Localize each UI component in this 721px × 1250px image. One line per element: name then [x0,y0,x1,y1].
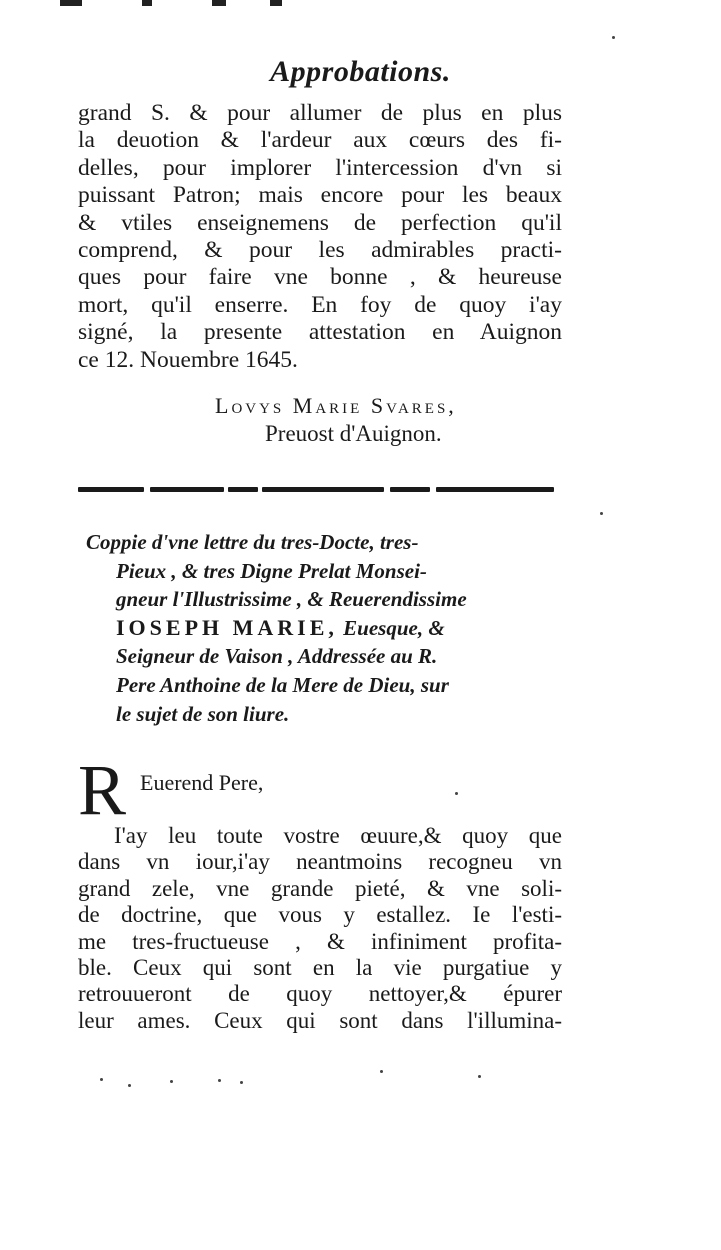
salutation-text: Euerend Pere, [140,770,264,795]
text-line: signé, la presente attestation en Auignon [78,319,562,346]
signature-block [215,392,457,448]
letter-title [86,528,562,728]
text-line: la deuotion & l'ardeur aux cœurs des fi- [78,127,562,154]
top-edge-marks [60,0,300,8]
text-line: dans vn iour,i'ay neantmoins recogneu vn [78,849,562,875]
text-line: I'ay leu toute vostre œuure,& quoy que [114,823,562,848]
drop-cap: R [78,750,127,830]
letter-body [78,823,562,1034]
text-line: grand zele, vne grande pieté, & vne soli- [78,875,562,901]
title-line: Pieux , & tres Digne Prelat Monsei- [116,558,427,583]
text-line: retrouueront de quoy nettoyer,& épurer [78,981,562,1007]
text-line: ques pour faire vne bonne , & heureuse [78,264,562,291]
text-line: & vtiles enseignemens de perfection qu'il [78,209,562,236]
title-line: Pere Anthoine de la Mere de Dieu, sur [116,672,449,697]
title-line [86,614,562,643]
signature-office: Preuost d'Auignon. [265,421,442,446]
title-line: gneur l'Illustrissime , & Reuerendissime [116,587,467,612]
text-line: grand S. & pour allumer de plus en plus [78,100,562,126]
text-line: ce 12. Nouembre 1645. [78,346,298,373]
title-line: Coppie d'vne lettre du tres-Docte, tres- [86,530,419,554]
section-divider [78,487,554,493]
approbation-text [78,100,562,374]
text-line: leur ames. Ceux qui sont dans l'illumina- [78,1007,562,1033]
text-line: me tres-fructueuse , & infiniment profita- [78,928,562,954]
text-line: comprend, & pour les admirables practi- [78,237,562,264]
text-line: puissant Patron; mais encore pour les beaux [78,182,562,209]
signature-name: Lovys Marie Svares, [215,393,457,418]
text-line: de doctrine, que vous y estallez. Ie l'esti- [78,902,562,928]
title-line-rest: Euesque, & [337,615,445,640]
salutation [78,750,558,830]
text-line: delles, pour implorer l'intercession d'vn si [78,154,562,181]
bishop-name: IOSEPH MARIE, [116,614,338,640]
running-head: Approbations. [270,55,451,88]
title-line: Seigneur de Vaison , Addressée au R. [116,644,438,669]
text-line: mort, qu'il enserre. En foy de quoy i'ay [78,291,562,318]
title-line: le sujet de son liure. [116,701,290,726]
text-line: ble. Ceux qui sont en la vie purgatiue y [78,955,562,981]
